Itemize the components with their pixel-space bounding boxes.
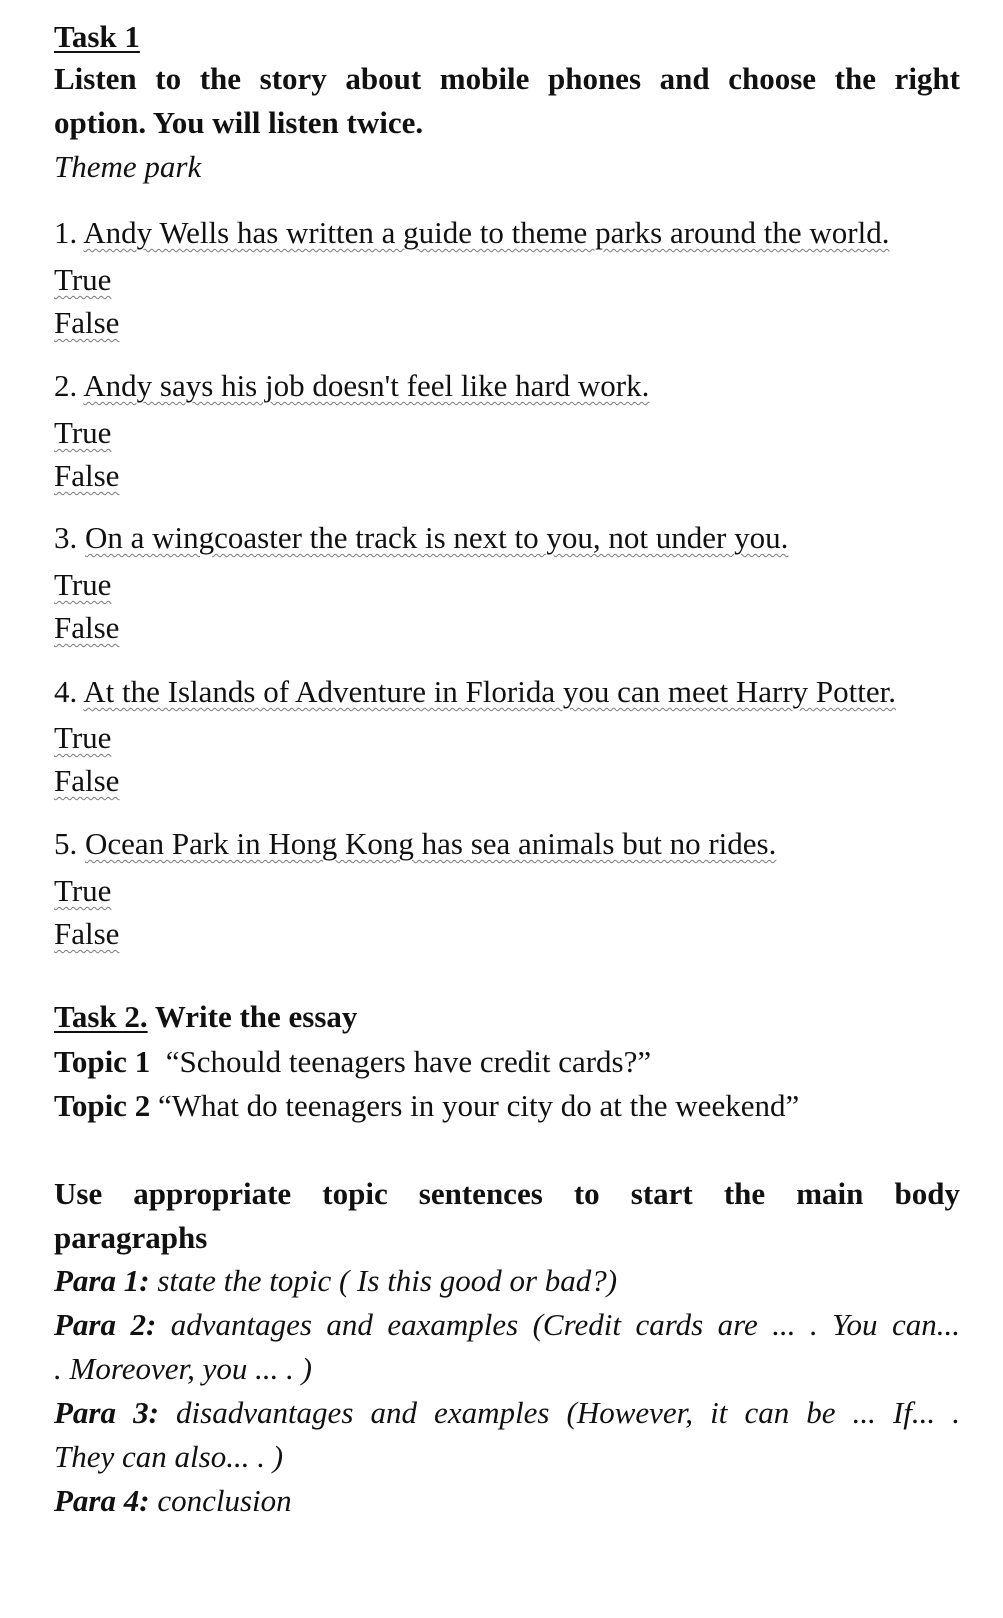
task2-title: Task 2. bbox=[54, 999, 148, 1034]
topic-2-text: “What do teenagers in your city do at the weekend” bbox=[150, 1088, 800, 1123]
option-false[interactable]: False bbox=[54, 458, 120, 493]
question-number: 1. bbox=[54, 215, 78, 250]
question-text: On a wingcoaster the track is next to you, not under you. bbox=[85, 520, 789, 555]
question-text: Andy Wells has written a guide to theme parks around the world. bbox=[83, 215, 890, 250]
question-3 bbox=[54, 522, 788, 553]
para-4-label: Para 4: bbox=[54, 1483, 150, 1518]
topic-1-label: Topic 1 bbox=[54, 1044, 151, 1079]
para-3-line1 bbox=[54, 1397, 960, 1428]
option-true[interactable]: True bbox=[54, 567, 112, 602]
question-number: 2. bbox=[54, 368, 78, 403]
use-instruction-line1: Use appropriate topic sentences to start the main body bbox=[54, 1176, 960, 1211]
option-false[interactable]: False bbox=[54, 305, 120, 340]
para-2-line1 bbox=[54, 1309, 960, 1340]
theme-label: Theme park bbox=[54, 149, 202, 184]
topic-1 bbox=[54, 1046, 651, 1077]
task2-title-rest: Write the essay bbox=[147, 999, 358, 1034]
task2-heading bbox=[54, 1001, 357, 1032]
para-4-text: conclusion bbox=[149, 1483, 292, 1518]
task1-instruction-line2: option. You will listen twice. bbox=[54, 105, 424, 140]
option-false[interactable]: False bbox=[54, 916, 120, 951]
question-number: 3. bbox=[54, 520, 78, 555]
question-4 bbox=[54, 676, 896, 707]
question-1 bbox=[54, 217, 890, 248]
question-number: 4. bbox=[54, 674, 78, 709]
question-number: 5. bbox=[54, 826, 78, 861]
para-3-text-line1: disadvantages and examples (However, it can be ... If... . bbox=[158, 1395, 961, 1430]
topic-1-text: “Schould teenagers have credit cards?” bbox=[150, 1044, 652, 1079]
option-true[interactable]: True bbox=[54, 720, 112, 755]
question-2 bbox=[54, 370, 649, 401]
option-true[interactable]: True bbox=[54, 873, 112, 908]
topic-2 bbox=[54, 1090, 799, 1121]
para-2-line2: . Moreover, you ... . ) bbox=[54, 1351, 312, 1386]
para-1 bbox=[54, 1265, 617, 1296]
topic-2-label: Topic 2 bbox=[54, 1088, 151, 1123]
task1-instruction-line1: Listen to the story about mobile phones and choose the right bbox=[54, 61, 960, 96]
para-2-text-line1: advantages and eaxamples (Credit cards are ... . You can... bbox=[156, 1307, 961, 1342]
para-1-label: Para 1: bbox=[54, 1263, 150, 1298]
question-text: Ocean Park in Hong Kong has sea animals but no rides. bbox=[85, 826, 777, 861]
question-text: At the Islands of Adventure in Florida you can meet Harry Potter. bbox=[83, 674, 897, 709]
option-true[interactable]: True bbox=[54, 415, 112, 450]
question-text: Andy says his job doesn't feel like hard work. bbox=[83, 368, 650, 403]
para-3-label: Para 3: bbox=[54, 1395, 159, 1430]
question-5 bbox=[54, 828, 776, 859]
option-true[interactable]: True bbox=[54, 262, 112, 297]
option-false[interactable]: False bbox=[54, 763, 120, 798]
para-3-line2: They can also... . ) bbox=[54, 1439, 284, 1474]
use-instruction-line2: paragraphs bbox=[54, 1220, 208, 1255]
para-2-label: Para 2: bbox=[54, 1307, 157, 1342]
option-false[interactable]: False bbox=[54, 610, 120, 645]
task1-title: Task 1 bbox=[54, 19, 140, 54]
para-4 bbox=[54, 1485, 292, 1516]
para-1-text: state the topic ( Is this good or bad?) bbox=[149, 1263, 618, 1298]
